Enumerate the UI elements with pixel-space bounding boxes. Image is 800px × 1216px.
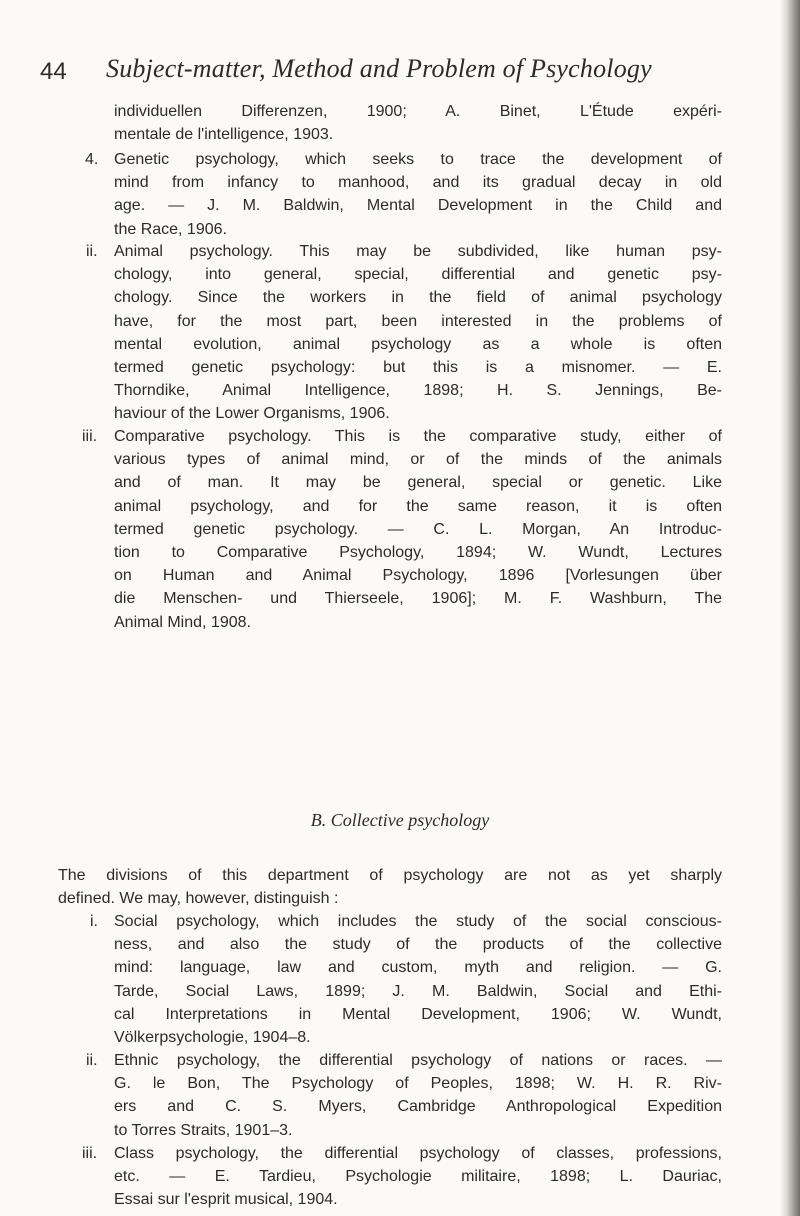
list-item-genetic-psychology (114, 148, 722, 241)
text-line: G. le Bon, The Psychology of Peoples, 1898; W. H. R. Riv- (114, 1075, 722, 1093)
text-line: termed genetic psychology: but this is a misnomer. — E. (114, 358, 722, 376)
list-item-ethnic-psychology (114, 1049, 722, 1142)
item-number: ii. (86, 1052, 98, 1069)
item-number: iii. (82, 428, 98, 445)
item-number: i. (90, 913, 98, 930)
running-title: Subject-matter, Method and Problem of Psychology (106, 54, 652, 83)
text-line: die Menschen- und Thierseele, 1906]; M. F. Washburn, The (114, 590, 722, 608)
page-number: 44 (40, 58, 67, 85)
text-line: Tarde, Social Laws, 1899; J. M. Baldwin, Social and Ethi- (114, 982, 722, 1000)
text-line: tion to Comparative Psychology, 1894; W. Wundt, Lectures (114, 543, 722, 561)
text-line: the Race, 1906. (114, 220, 227, 238)
page-header (40, 52, 760, 92)
text-line: ness, and also the study of the products of the collective (114, 936, 722, 954)
list-item-comparative-psychology (114, 425, 722, 634)
section-intro (58, 864, 722, 910)
item-number: ii. (86, 243, 98, 260)
page-edge-shadow (780, 0, 800, 1216)
text-line: on Human and Animal Psychology, 1896 [Vorlesungen über (114, 567, 722, 585)
text-line: Class psychology, the differential psychology of classes, professions, (114, 1145, 722, 1162)
text-line: chology, into general, special, differential and genetic psy- (114, 266, 722, 284)
text-line: mind from infancy to manhood, and its gradual decay in old (114, 174, 722, 192)
text-line: haviour of the Lower Organisms, 1906. (114, 405, 390, 423)
text-line: mind: language, law and custom, myth and religion. — G. (114, 959, 722, 977)
text-line: mentale de l'intelligence, 1903. (114, 126, 334, 144)
text-line: ers and C. S. Myers, Cambridge Anthropological Expedition (114, 1098, 722, 1116)
list-item-social-psychology (114, 910, 722, 1049)
section-heading: B. Collective psychology (310, 810, 490, 830)
text-line: chology. Since the workers in the field of animal psychology (114, 289, 722, 307)
text-line: The divisions of this department of psychology are not as yet sharply (58, 867, 722, 884)
item-number: iii. (82, 1145, 98, 1162)
text-line: age. — J. M. Baldwin, Mental Development in the Child and (114, 197, 722, 215)
text-line: defined. We may, however, distinguish : (58, 890, 339, 908)
text-line: Thorndike, Animal Intelligence, 1898; H. S. Jennings, Be- (114, 382, 722, 400)
text-line: Comparative psychology. This is the comparative study, either of (114, 428, 722, 445)
text-line: and of man. It may be general, special or genetic. Like (114, 474, 722, 492)
text-line: Essai sur l'esprit musical, 1904. (114, 1191, 338, 1209)
text-line: Social psychology, which includes the study of the social conscious- (114, 913, 722, 930)
text-line: Genetic psychology, which seeks to trace the development of (114, 151, 722, 168)
text-line: various types of animal mind, or of the minds of the animals (114, 451, 722, 469)
list-item-class-psychology (114, 1142, 722, 1212)
text-line: etc. — E. Tardieu, Psychologie militaire, 1898; L. Dauriac, (114, 1168, 722, 1186)
text-line: individuellen Differenzen, 1900; A. Binet, L'Étude expéri- (114, 103, 722, 120)
item-number: 4. (85, 151, 99, 168)
text-line: cal Interpretations in Mental Development, 1906; W. Wundt, (114, 1005, 722, 1023)
text-line: Völkerpsychologie, 1904–8. (114, 1028, 311, 1046)
intro-continuation (114, 100, 722, 146)
text-line: to Torres Straits, 1901–3. (114, 1121, 293, 1139)
text-line: Ethnic psychology, the differential psychology of nations or races. — (114, 1052, 722, 1069)
text-line: mental evolution, animal psychology as a whole is often (114, 335, 722, 353)
text-line: termed genetic psychology. — C. L. Morgan, An Introduc- (114, 520, 722, 538)
text-line: Animal psychology. This may be subdivided, like human psy- (114, 243, 722, 260)
text-line: animal psychology, and for the same reason, it is often (114, 497, 722, 515)
text-line: have, for the most part, been interested in the problems of (114, 312, 722, 330)
text-line: Animal Mind, 1908. (114, 613, 251, 631)
list-item-animal-psychology (114, 240, 722, 426)
